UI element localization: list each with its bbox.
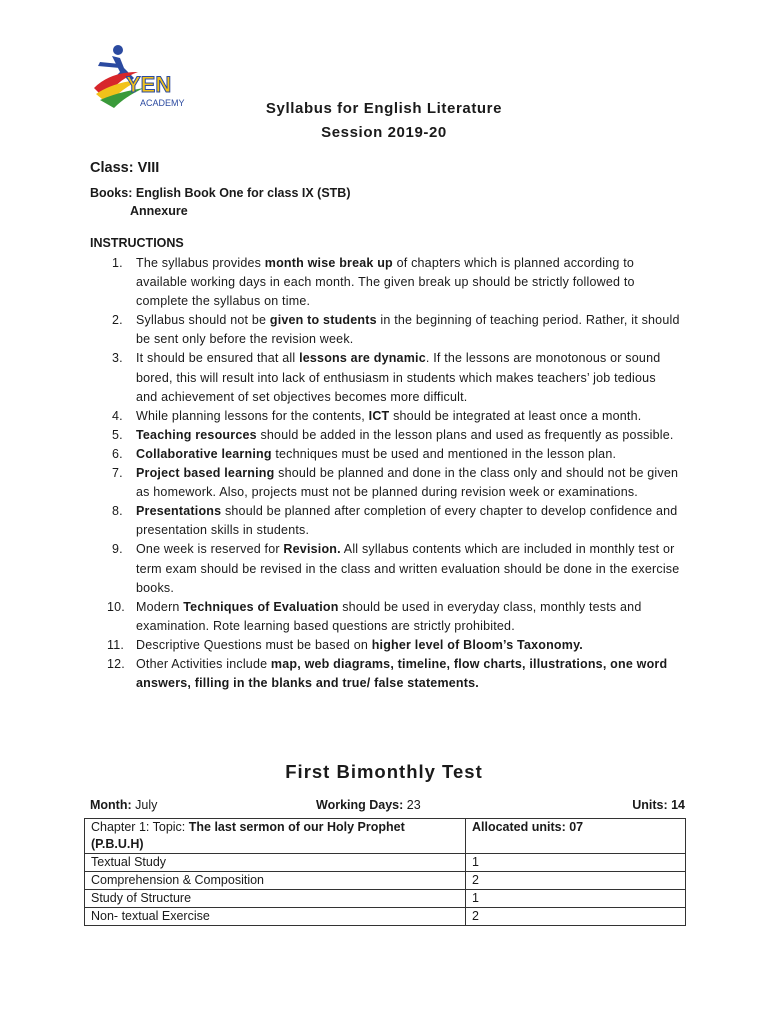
books-label: Books: — [90, 186, 133, 200]
table-row: Non- textual Exercise 2 — [85, 908, 686, 926]
class-line — [90, 160, 159, 176]
instruction-item: 9. One week is reserved for Revision. All syllabus contents which are included in monthly test or term exam should be revised in the class and written evaluation should be done in the exercise books. — [112, 542, 680, 595]
instructions-heading: INSTRUCTIONS — [90, 236, 184, 250]
instruction-item: 5. Teaching resources should be added in the lesson plans and used as frequently as possible. — [112, 427, 674, 442]
instruction-item: 10. Modern Techniques of Evaluation should be used in everyday class, monthly tests and examination. Rote learning based questions are strictly prohibited. — [107, 599, 642, 633]
instruction-item: 11. Descriptive Questions must be based on higher level of Bloom’s Taxonomy. — [107, 637, 583, 652]
annexure-label: Annexure — [130, 204, 188, 218]
instruction-item: 4. While planning lessons for the contents, ICT should be integrated at least once a month. — [112, 408, 642, 423]
instruction-item: 7. Project based learning should be planned and done in the class only and should not be given as homework. Also, projects must not be planned during revision week or examinations. — [112, 466, 679, 500]
table-header-row — [85, 819, 686, 854]
logo-text: YEN — [126, 72, 172, 97]
units-table — [84, 818, 686, 926]
books-value: English Book One for class IX (STB) — [135, 186, 351, 200]
instruction-item: 1. The syllabus provides month wise break up of chapters which is planned according to available working days in each month. The given break up should be strictly followed to complete the syllabus on time. — [112, 256, 635, 309]
books-block — [90, 184, 350, 220]
session-title: Session 2019-20 — [321, 124, 447, 141]
table-row: Comprehension & Composition 2 — [85, 872, 686, 890]
chapter-cell: Chapter 1: Topic: The last sermon of our Holy Prophet (P.B.U.H) — [85, 819, 466, 854]
class-label: Class: — [90, 160, 134, 176]
instruction-item: 8. Presentations should be planned after completion of every chapter to develop confidence and presentation skills in students. — [112, 504, 678, 538]
test-meta-row — [90, 798, 685, 816]
instruction-item: 12. Other Activities include map, web diagrams, timeline, flow charts, illustrations, one word answers, filling in the blanks and true/ false statements. — [107, 656, 668, 691]
instruction-item: 3. It should be ensured that all lessons are dynamic. If the lessons are monotonous or sound bored, this will result into lack of enthusiasm in students which makes teachers’ job tedious and achievement of set objectives becomes more difficult. — [112, 351, 661, 404]
logo-subtext: ACADEMY — [140, 98, 185, 108]
test-title: First Bimonthly Test — [285, 761, 483, 782]
document-header — [0, 97, 768, 145]
allocated-units-cell: Allocated units: 07 — [466, 819, 686, 854]
class-value: VIII — [137, 160, 160, 176]
working-days-field: Working Days: 23 — [316, 798, 421, 812]
table-row: Textual Study 1 — [85, 854, 686, 872]
instruction-item: 6. Collaborative learning techniques must be used and mentioned in the lesson plan. — [112, 446, 617, 461]
month-field: Month: July — [90, 798, 158, 812]
units-field: Units: 14 — [632, 798, 685, 812]
instructions-list — [90, 254, 680, 693]
document-title: Syllabus for English Literature — [265, 100, 503, 117]
instruction-item: 2. Syllabus should not be given to students in the beginning of teaching period. Rather, it should be sent only before the revision week. — [112, 313, 680, 347]
table-row: Study of Structure 1 — [85, 890, 686, 908]
